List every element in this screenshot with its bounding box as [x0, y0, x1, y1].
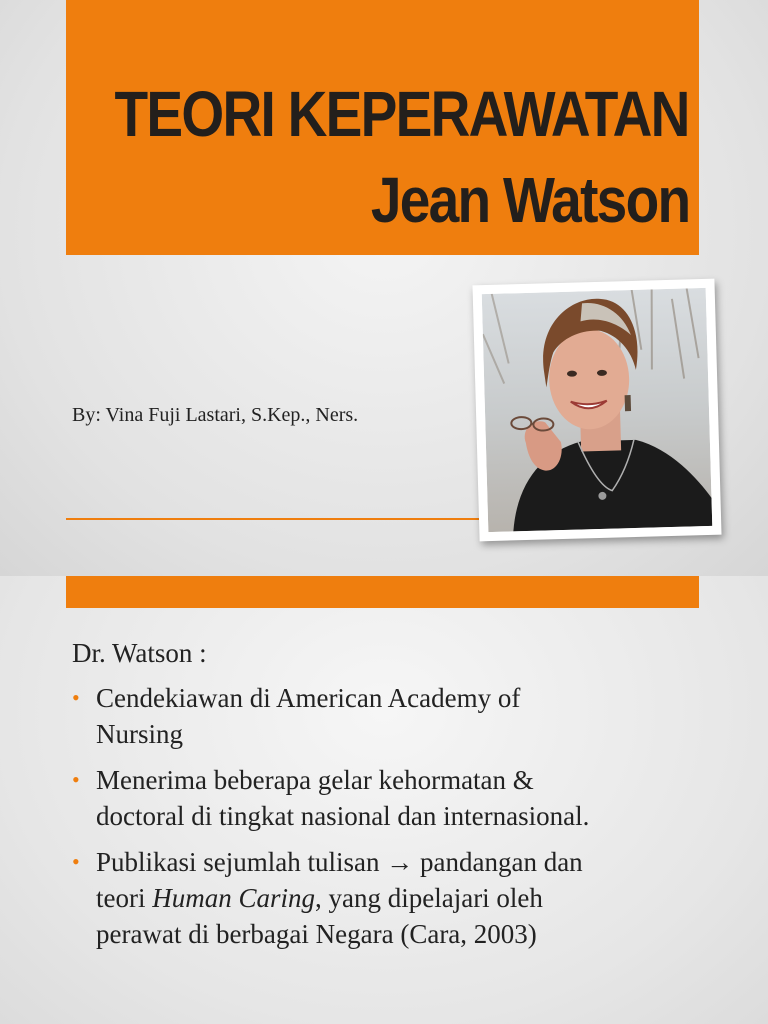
bullet-line: Nursing — [96, 719, 183, 749]
list-item — [72, 680, 712, 752]
bullet-line: Menerima beberapa gelar kehormatan & — [96, 765, 534, 795]
portrait-photo — [482, 288, 713, 532]
bullet-text: , yang dipelajari oleh — [315, 883, 543, 913]
bullet-line: perawat di berbagai Negara (Cara, 2003) — [96, 919, 537, 949]
header-band — [66, 576, 699, 608]
bullet-list — [72, 680, 712, 962]
bullet-text: pandangan dan — [413, 847, 583, 877]
bullet-line: doctoral di tingkat nasional dan internasional. — [96, 801, 590, 831]
title-line-2: Jean Watson — [370, 164, 689, 236]
bullet-icon: • — [72, 767, 80, 792]
lead-text: Dr. Watson : — [72, 638, 207, 668]
arrow-icon: → — [386, 847, 414, 877]
italic-term: Human Caring — [152, 883, 315, 913]
author-byline: By: Vina Fuji Lastari, S.Kep., Ners. — [72, 404, 359, 426]
bullet-line — [96, 844, 712, 880]
bullet-line — [96, 880, 712, 916]
bullet-icon: • — [72, 685, 80, 710]
title-band — [66, 0, 699, 255]
slide-content — [0, 576, 768, 1024]
bullet-line: Cendekiawan di American Academy of — [96, 683, 521, 713]
list-item — [72, 844, 712, 952]
bullet-icon: • — [72, 849, 80, 874]
bullet-text: Publikasi sejumlah tulisan — [96, 847, 387, 877]
list-item — [72, 762, 712, 834]
bullet-text: teori — [96, 883, 153, 913]
title-line-1: TEORI KEPERAWATAN — [114, 78, 689, 150]
portrait-photo-frame — [472, 279, 721, 542]
